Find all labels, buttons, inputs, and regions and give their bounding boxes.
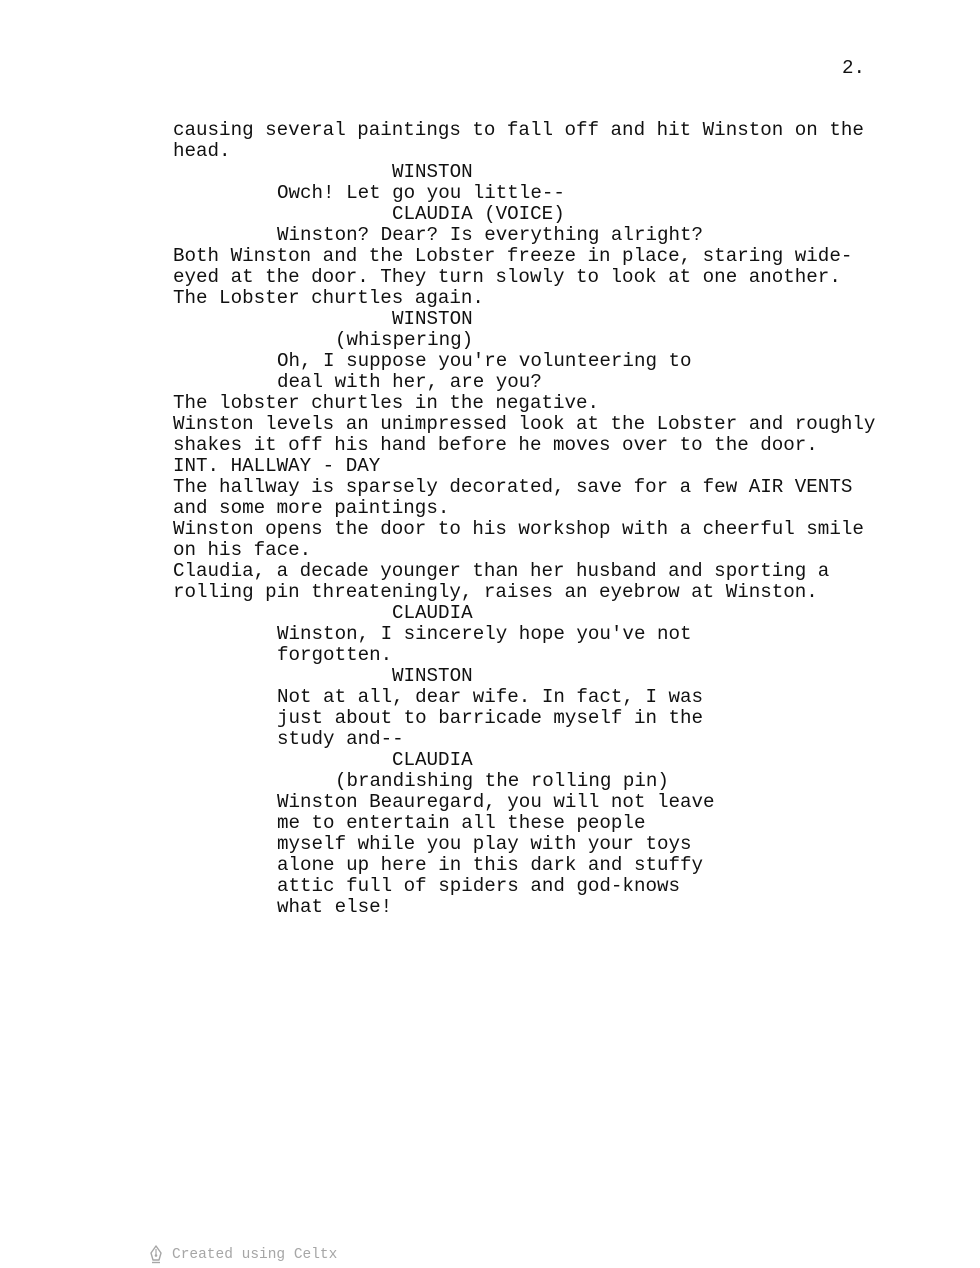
- action-line: Winston opens the door to his workshop with a cheerful smile: [173, 518, 864, 540]
- dialogue-line: Winston Beauregard, you will not leave: [277, 791, 715, 813]
- script-body: [173, 120, 893, 918]
- parenthetical: (brandishing the rolling pin): [335, 770, 669, 792]
- action-line: Winston levels an unimpressed look at the Lobster and roughly: [173, 413, 876, 435]
- action-line: The hallway is sparsely decorated, save for a few AIR VENTS: [173, 476, 853, 498]
- action-line: causing several paintings to fall off and hit Winston on the: [173, 119, 864, 141]
- action-line: shakes it off his hand before he moves over to the door.: [173, 434, 818, 456]
- footer-text: Created using Celtx: [172, 1247, 338, 1263]
- parenthetical: (whispering): [335, 329, 474, 351]
- action-line: on his face.: [173, 539, 312, 561]
- page-number: 2.: [841, 57, 865, 79]
- character-name: CLAUDIA: [392, 749, 473, 771]
- action-line: Claudia, a decade younger than her husband and sporting a: [173, 560, 830, 582]
- dialogue-line: Owch! Let go you little--: [277, 182, 565, 204]
- dialogue-line: forgotten.: [277, 644, 393, 666]
- action-line: The lobster churtles in the negative.: [173, 392, 600, 414]
- dialogue-line: me to entertain all these people: [277, 812, 646, 834]
- dialogue-line: study and--: [277, 728, 404, 750]
- scene-heading: INT. HALLWAY - DAY: [173, 455, 381, 477]
- action-line: eyed at the door. They turn slowly to look at one another.: [173, 266, 841, 288]
- action-line: head.: [173, 140, 231, 162]
- character-name: WINSTON: [392, 161, 473, 183]
- dialogue-line: Oh, I suppose you're volunteering to: [277, 350, 692, 372]
- character-name: WINSTON: [392, 308, 473, 330]
- pen-nib-icon: [148, 1245, 164, 1265]
- dialogue-line: Not at all, dear wife. In fact, I was: [277, 686, 704, 708]
- action-line: rolling pin threateningly, raises an eyebrow at Winston.: [173, 581, 818, 603]
- dialogue-line: just about to barricade myself in the: [277, 707, 704, 729]
- character-name: CLAUDIA: [392, 602, 473, 624]
- dialogue-line: what else!: [277, 896, 393, 918]
- action-line: Both Winston and the Lobster freeze in place, staring wide-: [173, 245, 853, 267]
- dialogue-line: Winston? Dear? Is everything alright?: [277, 224, 704, 246]
- action-line: The Lobster churtles again.: [173, 287, 484, 309]
- dialogue-line: myself while you play with your toys: [277, 833, 692, 855]
- dialogue-line: deal with her, are you?: [277, 371, 542, 393]
- character-name: WINSTON: [392, 665, 473, 687]
- dialogue-line: alone up here in this dark and stuffy: [277, 854, 704, 876]
- action-line: and some more paintings.: [173, 497, 450, 519]
- dialogue-line: Winston, I sincerely hope you've not: [277, 623, 692, 645]
- dialogue-line: attic full of spiders and god-knows: [277, 875, 681, 897]
- character-name: CLAUDIA (VOICE): [392, 203, 565, 225]
- celtx-footer: [148, 1244, 337, 1266]
